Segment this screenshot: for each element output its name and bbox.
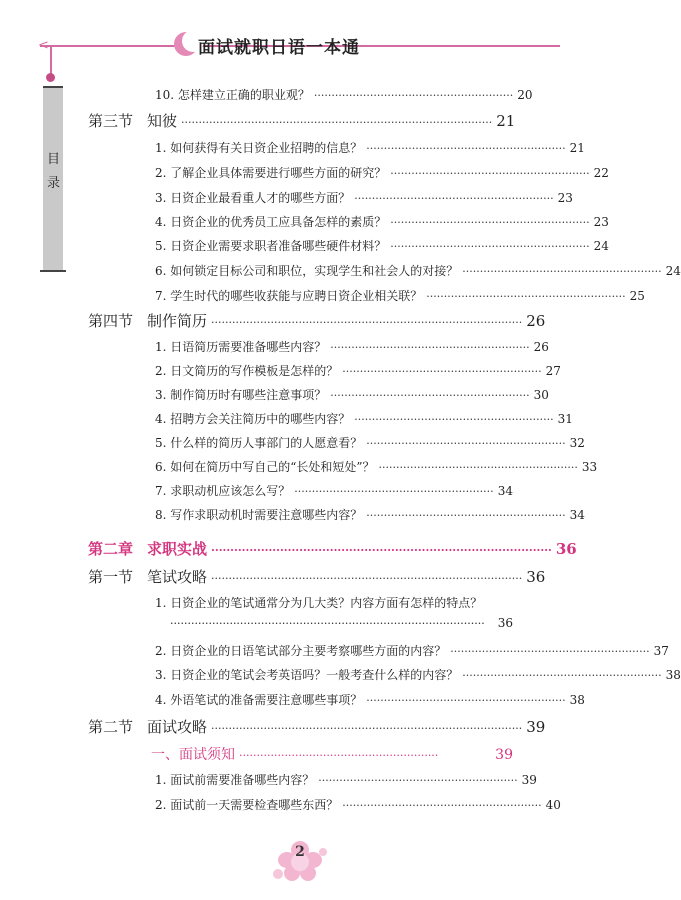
toc-entry[interactable]: 1. 面试前需要准备哪些内容？ ························································· 39: [155, 773, 537, 787]
toc-entry[interactable]: 6. 如何在简历中写自己的“长处和短处”？ ························································· 33: [155, 460, 598, 474]
toc-entry[interactable]: 8. 写作求职动机时需要注意哪些内容？ ························································· 34: [155, 508, 585, 522]
toc-entry[interactable]: 2. 面试前一天需要检查哪些东西？ ························································· 40: [155, 798, 561, 812]
toc-entry[interactable]: 4. 日资企业的优秀员工应具备怎样的素质？ ························································· 23: [155, 215, 609, 229]
toc-entry[interactable]: 7. 学生时代的哪些收获能与应聘日资企业相关联？ ························································· 25: [155, 289, 645, 303]
toc-entry[interactable]: 6. 如何锁定目标公司和职位，实现学生和社会人的对接？ ························································· 24: [155, 264, 681, 278]
toc-entry[interactable]: 4. 招聘方会关注简历中的哪些内容？ ························································· 31: [155, 412, 573, 426]
toc-entry[interactable]: 10. 怎样建立正确的职业观？ ························································· 20: [155, 88, 533, 102]
toc-section[interactable]: 第四节 制作简历 ························································································· 26: [88, 312, 546, 330]
toc-entry[interactable]: 2. 日文简历的写作模板是怎样的？ ························································· 27: [155, 364, 561, 378]
toc-entry[interactable]: 5. 日资企业需要求职者准备哪些硬件材料？ ························································· 24: [155, 239, 609, 253]
arrow-left-icon: <: [38, 38, 49, 53]
toc-entry[interactable]: 3. 日资企业最看重人才的哪些方面？ ························································· 23: [155, 191, 573, 205]
toc-entry[interactable]: 4. 外语笔试的准备需要注意哪些事项？ ························································· 38: [155, 693, 585, 707]
toc-entry[interactable]: 1. 如何获得有关日资企业招聘的信息？ ························································· 21: [155, 141, 585, 155]
toc-entry-wrapped[interactable]: 1. 日资企业的笔试通常分为几大类？内容方面有怎样的特点？: [155, 596, 483, 610]
toc-entry[interactable]: 3. 日资企业的笔试会考英语吗？一般考查什么样的内容？ ························································· 38: [155, 668, 681, 682]
toc-chapter[interactable]: 第二章 求职实战 ························································································· 36: [88, 540, 577, 558]
side-tab-label: 目录: [47, 152, 61, 191]
toc-entry[interactable]: 5. 什么样的简历人事部门的人愿意看？ ························································· 32: [155, 436, 585, 450]
toc-entry[interactable]: 7. 求职动机应该怎么写？ ························································· 34: [155, 484, 513, 498]
toc-section[interactable]: 第三节 知彼 ························································································· 21: [88, 112, 516, 130]
toc-subsection[interactable]: 一、面试须知 ························································· 39: [151, 747, 513, 763]
book-title: 面试就职日语一本通: [198, 38, 360, 58]
toc-section[interactable]: 第二节 面试攻略 ························································································· 39: [88, 718, 546, 736]
toc-entry[interactable]: 1. 日语简历需要准备哪些内容？ ························································· 26: [155, 340, 549, 354]
toc-entry[interactable]: 2. 了解企业具体需要进行哪些方面的研究？ ························································· 22: [155, 166, 609, 180]
header-vertical-rule: [50, 47, 52, 75]
page-number: 2: [295, 844, 305, 860]
toc-entry-wrapped-leader: ·························································································· 36: [170, 616, 513, 630]
toc-entry[interactable]: 2. 日资企业的日语笔试部分主要考察哪些方面的内容？ ························································· 37: [155, 644, 669, 658]
toc-entry[interactable]: 3. 制作简历时有哪些注意事项？ ························································· 30: [155, 388, 549, 402]
header-dot-icon: [46, 73, 55, 82]
toc-section[interactable]: 第一节 笔试攻略 ························································································· 36: [88, 568, 546, 586]
